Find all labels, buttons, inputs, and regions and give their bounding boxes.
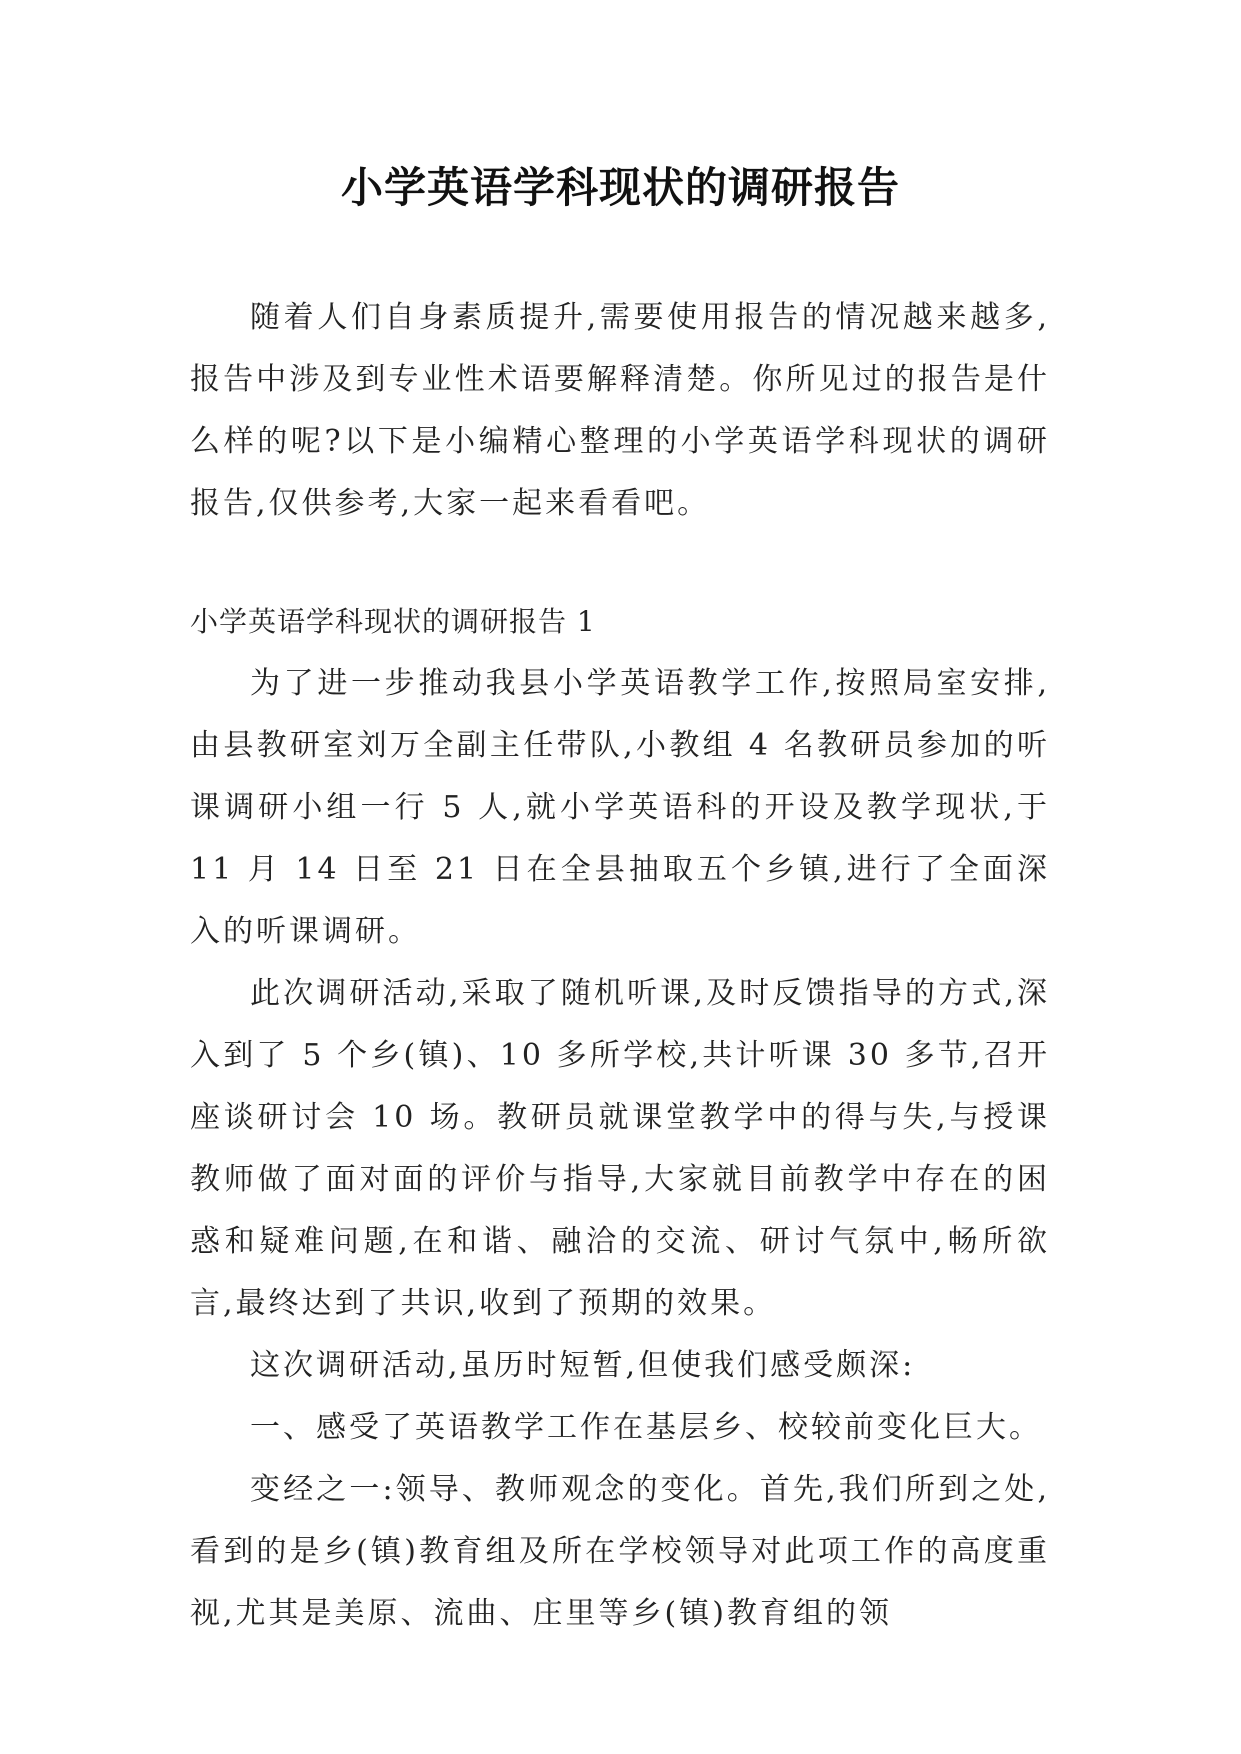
document-body (190, 287, 1050, 1645)
body-paragraph: 为了进一步推动我县小学英语教学工作,按照局室安排,由县教研室刘万全副主任带队,小教组 4 名教研员参加的听课调研小组一行 5 人,就小学英语科的开设及教学现状,于 11 月 14 日至 21 日在全县抽取五个乡镇,进行了全面深入的听课调研。 (190, 666, 1050, 949)
body-paragraph: 这次调研活动,虽历时短暂,但使我们感受颇深: (250, 1348, 916, 1383)
body-paragraph: 变经之一:领导、教师观念的变化。首先,我们所到之处,看到的是乡(镇)教育组及所在学校领导对此项工作的高度重视,尤其是美原、流曲、庄里等乡(镇)教育组的领 (190, 1472, 1050, 1631)
intro-paragraph: 随着人们自身素质提升,需要使用报告的情况越来越多,报告中涉及到专业性术语要解释清楚。你所见过的报告是什么样的呢?以下是小编精心整理的小学英语学科现状的调研报告,仅供参考,大家一起来看看吧。 (190, 300, 1050, 521)
paragraph-gap (190, 535, 1050, 591)
body-paragraph: 一、感受了英语教学工作在基层乡、校较前变化巨大。 (250, 1410, 1042, 1445)
document-title: 小学英语学科现状的调研报告 (340, 163, 900, 212)
body-paragraph: 此次调研活动,采取了随机听课,及时反馈指导的方式,深入到了 5 个乡(镇)、10 多所学校,共计听课 30 多节,召开座谈研讨会 10 场。教研员就课堂教学中的得与失,与授课教师做了面对面的评价与指导,大家就目前教学中存在的困惑和疑难问题,在和谐、融洽的交流、研讨气氛中,畅所欲言,最终达到了共识,收到了预期的效果。 (190, 976, 1050, 1321)
section-heading: 小学英语学科现状的调研报告 1 (190, 605, 596, 638)
